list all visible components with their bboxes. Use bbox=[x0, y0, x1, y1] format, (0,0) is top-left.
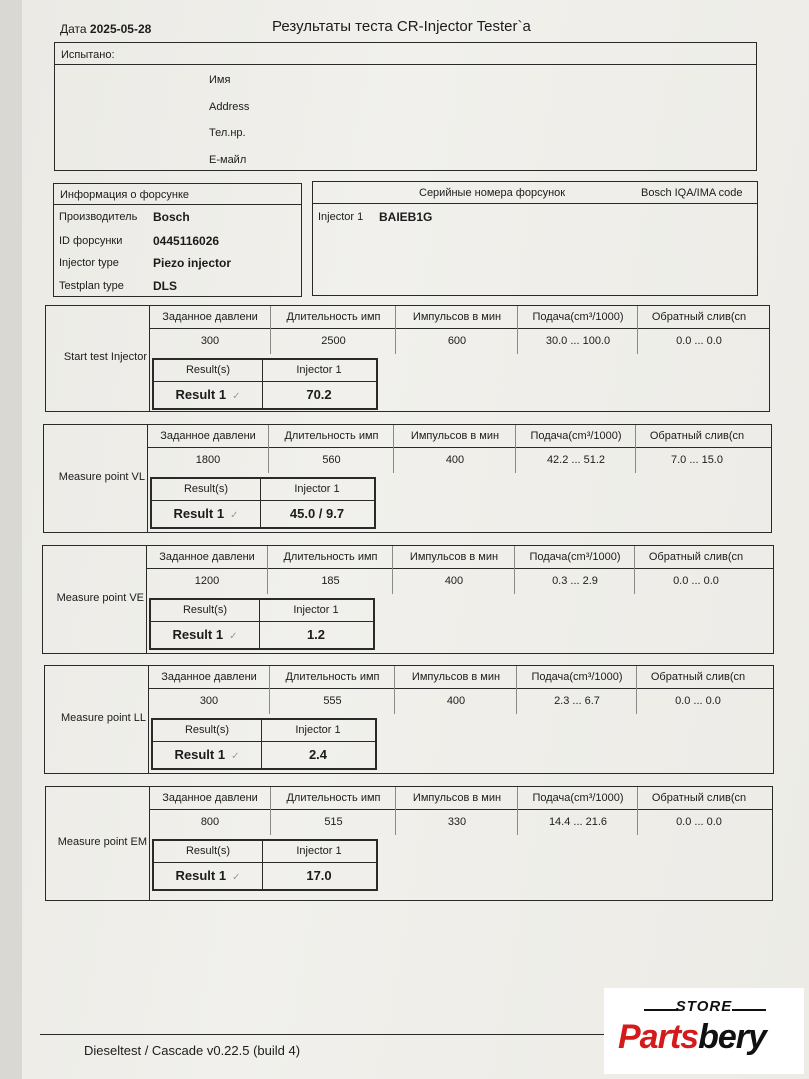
report-title: Результаты теста CR-Injector Tester`а bbox=[272, 18, 531, 35]
tested-block bbox=[54, 42, 757, 171]
divider bbox=[154, 862, 376, 863]
result-table bbox=[150, 477, 376, 529]
result-value: 70.2 bbox=[306, 387, 332, 402]
parameter-value: 400 bbox=[446, 695, 466, 707]
column-header: Заданное давлени bbox=[159, 551, 255, 563]
test-section bbox=[43, 424, 772, 533]
divider bbox=[149, 787, 150, 900]
parameter-value: 515 bbox=[324, 816, 343, 828]
injector-info-title: Информация о форсунке bbox=[60, 189, 189, 201]
column-header: Импульсов в мин bbox=[411, 671, 501, 683]
column-header: Заданное давлени bbox=[160, 430, 256, 442]
section-name: Measure point EM bbox=[57, 835, 147, 848]
result-row-label bbox=[154, 868, 262, 883]
result-col-label: Result(s) bbox=[185, 364, 230, 376]
email-field-label: Е-майл bbox=[209, 154, 247, 166]
parameter-value: 600 bbox=[447, 335, 467, 347]
divider bbox=[148, 688, 773, 689]
column-header: Импульсов в мин bbox=[412, 792, 502, 804]
footer-version: Dieseltest / Cascade v0.22.5 (build 4) bbox=[84, 1043, 301, 1058]
testplan-type-label: Testplan type bbox=[59, 280, 124, 292]
parameter-value: 400 bbox=[444, 575, 464, 587]
column-header: Подача(cm³/1000) bbox=[532, 311, 624, 323]
divider bbox=[146, 546, 147, 653]
parameter-value: 185 bbox=[321, 575, 340, 587]
divider bbox=[152, 500, 374, 501]
logo-bery: bery bbox=[698, 1018, 766, 1056]
column-header: Подача(cm³/1000) bbox=[530, 430, 622, 442]
parameter-value: 560 bbox=[322, 454, 341, 466]
address-field-label: Address bbox=[209, 101, 250, 113]
divider bbox=[260, 479, 261, 527]
serial-numbers-block bbox=[312, 181, 758, 296]
result-col-label: Result(s) bbox=[183, 483, 228, 495]
injector-col-label: Injector 1 bbox=[296, 364, 342, 376]
parameter-value: 330 bbox=[447, 816, 467, 828]
divider bbox=[54, 204, 301, 205]
parameter-value: 0.0 ... 0.0 bbox=[673, 575, 719, 587]
injector-type-value: Piezo injector bbox=[153, 256, 232, 270]
divider bbox=[262, 360, 263, 408]
divider bbox=[149, 306, 150, 411]
result-row-label bbox=[152, 506, 260, 521]
result-col-label: Result(s) bbox=[182, 604, 227, 616]
phone-field-label: Тел.нр. bbox=[209, 127, 246, 139]
test-section bbox=[45, 305, 770, 412]
footer-divider bbox=[40, 1034, 640, 1035]
divider bbox=[149, 809, 772, 810]
divider bbox=[55, 64, 756, 65]
date-label: Дата bbox=[60, 22, 87, 36]
column-header: Длительность имп bbox=[284, 430, 379, 442]
parameter-value: 14.4 ... 21.6 bbox=[548, 816, 608, 828]
result-value: 45.0 / 9.7 bbox=[289, 506, 345, 521]
partsbery-watermark-logo bbox=[604, 988, 804, 1074]
parameter-value: 0.3 ... 2.9 bbox=[552, 575, 598, 587]
divider bbox=[514, 546, 515, 594]
logo-line bbox=[732, 1009, 766, 1011]
section-name: Measure point VL bbox=[58, 470, 145, 483]
divider bbox=[635, 425, 636, 473]
report-date bbox=[60, 22, 151, 36]
divider bbox=[395, 787, 396, 835]
column-header: Обратный слив(cn bbox=[651, 792, 747, 804]
injector-col-label: Injector 1 bbox=[295, 724, 341, 736]
parameter-value: 2500 bbox=[321, 335, 346, 347]
section-name: Measure point VE bbox=[56, 591, 144, 604]
column-header: Подача(cm³/1000) bbox=[531, 671, 623, 683]
iqa-code-header: Bosch IQA/IMA code bbox=[641, 187, 743, 199]
testplan-type-value: DLS bbox=[153, 279, 177, 293]
result-row-text: Result 1 bbox=[174, 747, 226, 762]
result-value: 17.0 bbox=[306, 868, 332, 883]
divider bbox=[637, 787, 638, 835]
logo-store-text: STORE bbox=[675, 998, 733, 1015]
injector-id-label: ID форсунки bbox=[59, 235, 123, 247]
column-header: Импульсов в мин bbox=[410, 430, 500, 442]
divider bbox=[147, 425, 148, 532]
parameter-value: 400 bbox=[445, 454, 465, 466]
result-row-text: Result 1 bbox=[175, 387, 227, 402]
manufacturer-label: Производитель bbox=[59, 211, 138, 223]
column-header: Заданное давлени bbox=[161, 671, 257, 683]
parameter-value: 555 bbox=[323, 695, 342, 707]
column-header: Заданное давлени bbox=[162, 792, 258, 804]
column-header: Заданное давлени bbox=[162, 311, 258, 323]
divider bbox=[516, 666, 517, 714]
test-section bbox=[42, 545, 774, 654]
divider bbox=[637, 306, 638, 354]
divider bbox=[262, 841, 263, 889]
column-header: Импульсов в мин bbox=[409, 551, 499, 563]
injector-col-label: Injector 1 bbox=[293, 604, 339, 616]
column-header: Подача(cm³/1000) bbox=[529, 551, 621, 563]
divider bbox=[147, 447, 771, 448]
check-icon: ✓ bbox=[232, 872, 241, 883]
result-col-label: Result(s) bbox=[185, 845, 230, 857]
column-header: Импульсов в мин bbox=[412, 311, 502, 323]
parameter-value: 30.0 ... 100.0 bbox=[545, 335, 611, 347]
logo-wordmark bbox=[618, 1018, 766, 1057]
divider bbox=[267, 546, 268, 594]
divider bbox=[393, 425, 394, 473]
result-row-text: Result 1 bbox=[172, 627, 224, 642]
injector-col-label: Injector 1 bbox=[294, 483, 340, 495]
divider bbox=[313, 203, 757, 204]
tested-label: Испытано: bbox=[61, 49, 115, 61]
divider bbox=[634, 546, 635, 594]
parameter-value: 1800 bbox=[195, 454, 221, 466]
divider bbox=[392, 546, 393, 594]
injector-col-label: Injector 1 bbox=[296, 845, 342, 857]
divider bbox=[154, 381, 376, 382]
parameter-value: 42.2 ... 51.2 bbox=[546, 454, 606, 466]
divider bbox=[395, 306, 396, 354]
divider bbox=[148, 666, 149, 773]
divider bbox=[394, 666, 395, 714]
column-header: Обратный слив(cn bbox=[650, 671, 746, 683]
divider bbox=[515, 425, 516, 473]
divider bbox=[261, 720, 262, 768]
result-row-label bbox=[154, 387, 262, 402]
column-header: Обратный слив(cn bbox=[651, 311, 747, 323]
parameter-value: 800 bbox=[200, 816, 220, 828]
date-value: 2025-05-28 bbox=[89, 22, 152, 36]
column-header: Длительность имп bbox=[286, 311, 381, 323]
divider bbox=[259, 600, 260, 648]
result-row-text: Result 1 bbox=[175, 868, 227, 883]
divider bbox=[517, 787, 518, 835]
test-section bbox=[44, 665, 774, 774]
parameter-value: 0.0 ... 0.0 bbox=[675, 695, 721, 707]
check-icon: ✓ bbox=[232, 391, 241, 402]
check-icon: ✓ bbox=[229, 631, 238, 642]
injector-type-label: Injector type bbox=[59, 257, 119, 269]
divider bbox=[269, 666, 270, 714]
column-header: Обратный слив(cn bbox=[649, 430, 745, 442]
divider bbox=[636, 666, 637, 714]
parameter-value: 0.0 ... 0.0 bbox=[676, 816, 722, 828]
result-value: 2.4 bbox=[308, 747, 328, 762]
result-row-label bbox=[153, 747, 261, 762]
check-icon: ✓ bbox=[231, 751, 240, 762]
divider bbox=[270, 306, 271, 354]
column-header: Обратный слив(cn bbox=[648, 551, 744, 563]
serial-injector-label: Injector 1 bbox=[318, 211, 364, 223]
serial-injector-code: BAIEB1G bbox=[379, 210, 433, 224]
result-row-label bbox=[151, 627, 259, 642]
section-name: Start test Injector bbox=[63, 350, 147, 363]
result-value: 1.2 bbox=[306, 627, 326, 642]
divider bbox=[146, 568, 773, 569]
column-header: Длительность имп bbox=[283, 551, 378, 563]
result-col-label: Result(s) bbox=[184, 724, 229, 736]
result-table bbox=[152, 358, 378, 410]
result-table bbox=[152, 839, 378, 891]
manufacturer-value: Bosch bbox=[153, 210, 190, 224]
column-header: Подача(cm³/1000) bbox=[532, 792, 624, 804]
divider bbox=[149, 328, 769, 329]
name-field-label: Имя bbox=[209, 74, 231, 86]
column-header: Длительность имп bbox=[286, 792, 381, 804]
parameter-value: 2.3 ... 6.7 bbox=[554, 695, 600, 707]
parameter-value: 300 bbox=[199, 695, 219, 707]
result-row-text: Result 1 bbox=[173, 506, 225, 521]
divider bbox=[151, 621, 373, 622]
section-name: Measure point LL bbox=[61, 711, 146, 724]
parameter-value: 1200 bbox=[194, 575, 220, 587]
result-table bbox=[151, 718, 377, 770]
parameter-value: 7.0 ... 15.0 bbox=[671, 454, 723, 466]
divider bbox=[268, 425, 269, 473]
divider bbox=[270, 787, 271, 835]
logo-parts: Parts bbox=[618, 1018, 699, 1056]
result-table bbox=[149, 598, 375, 650]
divider bbox=[153, 741, 375, 742]
parameter-value: 300 bbox=[200, 335, 220, 347]
serial-numbers-header: Серийные номера форсунок bbox=[419, 187, 566, 199]
test-section bbox=[45, 786, 773, 901]
parameter-value: 0.0 ... 0.0 bbox=[676, 335, 722, 347]
check-icon: ✓ bbox=[230, 510, 239, 521]
injector-info-block bbox=[53, 183, 302, 297]
injector-id-value: 0445116026 bbox=[153, 234, 220, 248]
column-header: Длительность имп bbox=[285, 671, 380, 683]
divider bbox=[517, 306, 518, 354]
